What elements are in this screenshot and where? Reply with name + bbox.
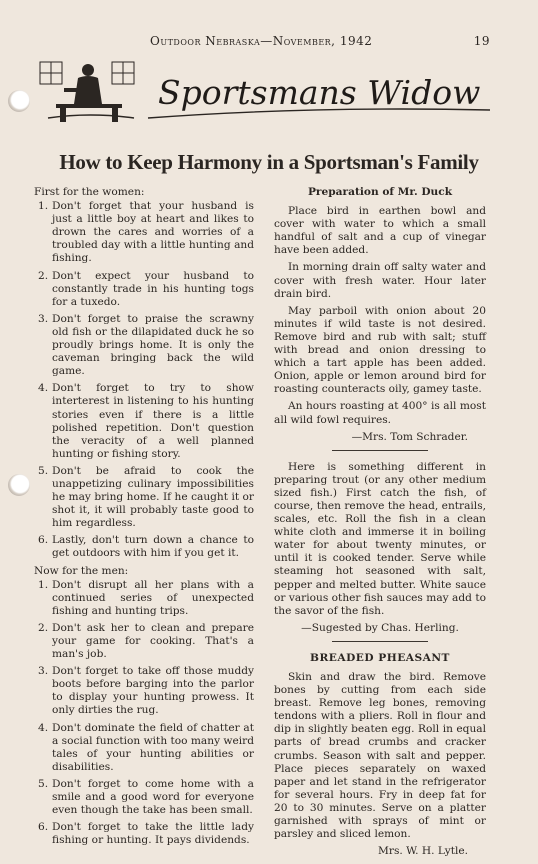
list-item [34,200,254,265]
list-item [34,313,254,378]
punch-hole-middle [8,474,30,496]
list-item-text: Don't forget to praise the scrawny old fish or the dilapidated duck he so proudly brings home. It is only the caveman bringing back the wild game. [52,312,254,378]
list-item [34,270,254,309]
list-item-number: 5. [38,464,49,477]
list-item-number: 6. [38,534,49,547]
divider-rule [332,641,428,642]
women-advice-list [34,200,254,560]
list-item [34,534,254,560]
women-intro: First for the women: [34,186,145,198]
list-item-number: 1. [38,578,49,591]
punch-hole-top [8,90,30,112]
header-title: Outdoor Nebraska—November, 1942 [150,34,373,48]
list-item-number: 5. [38,777,49,790]
list-item [34,778,254,817]
list-item-text: Don't be afraid to cook the unappetizing culinary impossibilities he may bring home. If he caught it or shot it, it will probably taste good to him regardless. [52,464,254,530]
list-item-text: Don't expect your husband to constantly trade in his hunting togs for a tuxedo. [52,269,254,308]
left-column [34,186,254,851]
list-item-number: 2. [38,269,49,282]
duck-recipe-title: Preparation of Mr. Duck [307,186,453,198]
recipe-paragraph: Place bird in earthen bowl and cover with water to which a small handful of salt and a cup of vinegar have been added. [274,205,486,257]
page-number: 19 [473,34,490,48]
pheasant-recipe [274,652,486,858]
list-item-number: 3. [38,312,49,325]
list-item-number: 4. [38,382,49,395]
trout-recipe-signature: —Sugested by Chas. Herling. [301,621,459,634]
recipe-paragraph: Here is something different in preparing trout (or any other medium sized fish.) First catch the fish, of course, then remove the head, entrails, scales, etc. Roll the fish in a clean white cloth and immerse it in boiling water for about twenty minutes, or until it is cooked tender. Serve while steaming hot seasoned with salt, pepper and melted butter. White sauce or various other fish sauces may add to the savor of the fish. [274,460,486,617]
list-item-number: 3. [38,665,49,678]
list-item [34,722,254,774]
divider-rule [332,450,428,451]
recipe-paragraph: May parboil with onion about 20 minutes if wild taste is not desired. Remove bird and rub with salt; stuff with bread and onion dressing to which a tart apple has been added. Onion, apple or lemon around bird for roasting counteracts oily, gamey taste. [274,304,486,396]
men-advice-list [34,579,254,848]
pheasant-recipe-title: BREADED PHEASANT [310,651,450,664]
list-item [34,622,254,661]
right-column [274,186,486,864]
men-intro: Now for the men: [34,564,129,577]
banner-illustration [30,58,500,128]
recipe-paragraph: An hours roasting at 400° is all most all wild fowl requires. [274,400,486,426]
list-item-text: Don't dominate the field of chatter at a social function with too many weird tales of your hunting abilities or disabilities. [52,721,254,773]
duck-recipe-signature: —Mrs. Tom Schrader. [351,430,468,443]
list-item-text: Don't disrupt all her plans with a continued series of unexpected fishing and hunting trips. [52,578,254,617]
list-item [34,665,254,717]
trout-recipe [274,461,486,635]
pheasant-recipe-signature: Mrs. W. H. Lytle. [378,845,468,858]
list-item-text: Don't forget to come home with a smile and a good word for everyone even though the take has been small. [52,777,254,817]
recipe-paragraph: In morning drain off salty water and cover with fresh water. Hour later drain bird. [274,261,486,300]
title-banner [30,58,500,128]
banner-script-title: Sportsmans Widow [158,73,481,112]
list-item-text: Don't forget to try to show interterest in listening to his hunting stories even if there is a little polished repetition. Don't question the veracity of a well planned hunting or fishing story. [52,382,254,460]
list-item-text: Lastly, don't turn down a chance to get outdoors with him if you get it. [52,534,254,560]
list-item [34,821,254,847]
list-item-number: 1. [38,200,49,213]
list-item-number: 4. [38,721,49,734]
list-item-text: Don't ask her to clean and prepare your game for cooking. That's a man's job. [52,621,254,661]
list-item-text: Don't forget to take the little lady fishing or hunting. It pays dividends. [52,821,254,847]
list-item [34,382,254,461]
list-item-number: 2. [38,621,49,634]
duck-recipe [274,186,486,444]
list-item-number: 6. [38,821,49,834]
article-headline: How to Keep Harmony in a Sportsman's Family [59,150,479,174]
list-item [34,465,254,530]
list-item [34,579,254,618]
list-item-text: Don't forget to take off those muddy boots before barging into the parlor to display your hunting prowess. It only dirties the rug. [52,665,254,717]
list-item-text: Don't forget that your husband is just a little boy at heart and likes to drown the cares and worries of a troubled day with a little hunting and fishing. [52,200,254,265]
recipe-paragraph: Skin and draw the bird. Remove bones by cutting from each side breast. Remove leg bones, removing tendons with a pliers. Roll in flour and dip in slightly beaten egg. Roll in equal parts of bread crumbs and cracker crumbs. Season with salt and pepper. Place pieces separately on waxed paper and let stand in the refrigerator for several hours. Fry in deep fat for 20 to 30 minutes. Serve on a platter garnished with sprays of mint or parsley and sliced lemon. [274,671,486,841]
